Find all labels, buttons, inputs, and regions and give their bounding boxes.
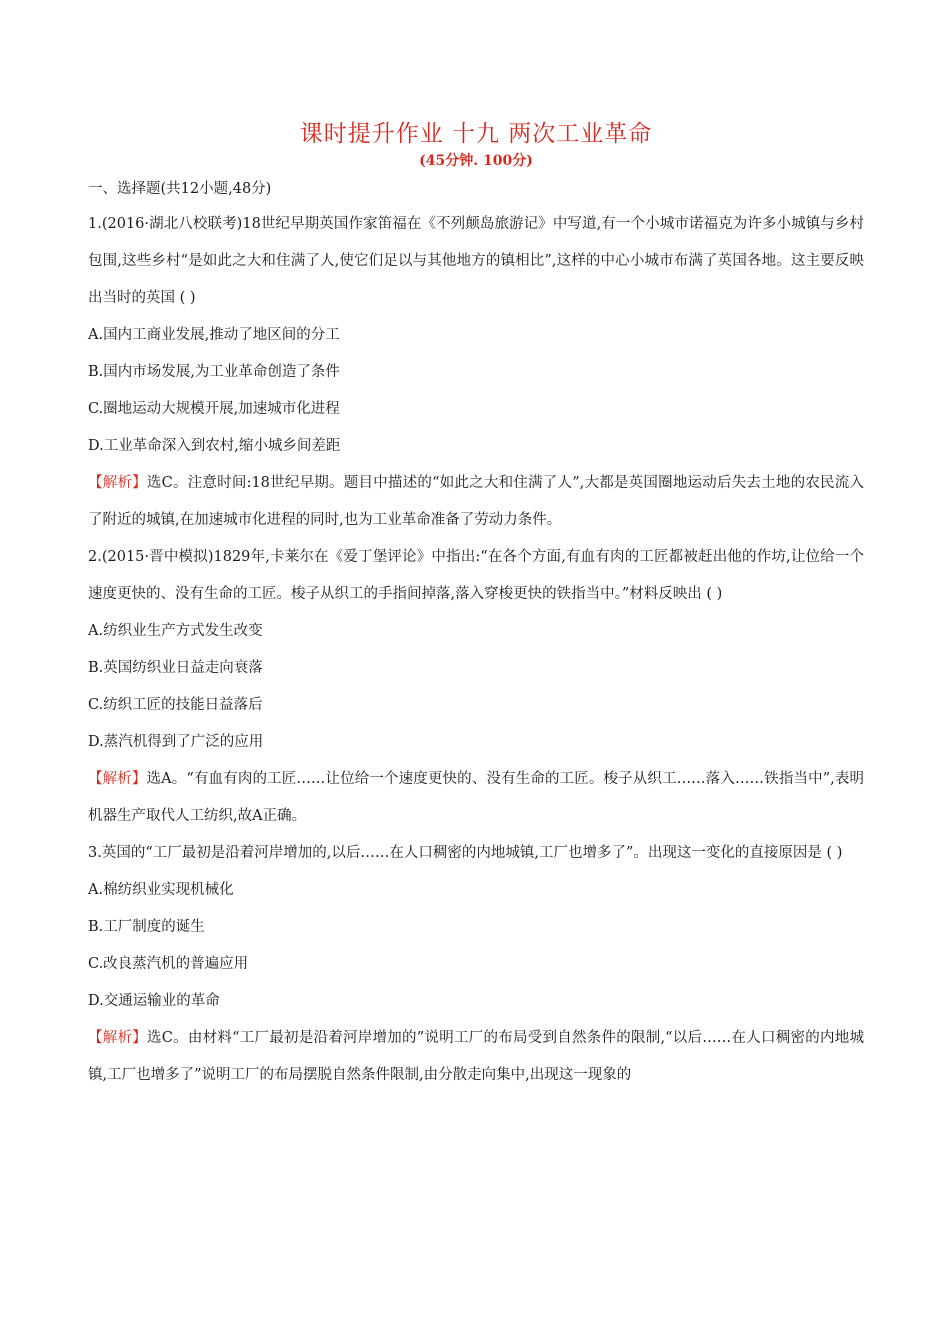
document-page xyxy=(88,118,864,1094)
section-heading: 一、选择题(共12小题,48分) xyxy=(88,181,272,197)
analysis-tag: 【解析】 xyxy=(88,1030,148,1046)
option-d: D.蒸汽机得到了广泛的应用 xyxy=(88,734,264,750)
analysis-text: 选A。“有血有肉的工匠……让位给一个速度更快的、没有生命的工匠。梭子从织工……落入……铁指当中”,表明机器生产取代人工纺织,故A正确。 xyxy=(88,771,864,824)
analysis xyxy=(88,465,864,539)
question-stem: 1.(2016·湖北八校联考)18世纪早期英国作家笛福在《不列颠岛旅游记》中写道,有一个小城市诺福克为许多小城镇与乡村包围,这些乡村“是如此之大和住满了人,使它们足以与其他地方的镇相比”,这样的中心小城市布满了英国各地。这主要反映出当时的英国 ( ) xyxy=(88,216,864,306)
option-b: B.英国纺织业日益走向衰落 xyxy=(88,660,263,676)
option-d: D.交通运输业的革命 xyxy=(88,993,220,1009)
option-c: C.纺织工匠的技能日益落后 xyxy=(88,697,263,713)
analysis-text: 选C。由材料“工厂最初是沿着河岸增加的”说明工厂的布局受到自然条件的限制,“以后……在人口稠密的内地城镇,工厂也增多了”说明工厂的布局摆脱自然条件限制,由分散走向集中,出现这一现象的 xyxy=(88,1030,864,1083)
option-a: A.国内工商业发展,推动了地区间的分工 xyxy=(88,327,340,343)
analysis xyxy=(88,1020,864,1094)
page-title: 课时提升作业 十九 两次工业革命 xyxy=(299,121,653,147)
option-d: D.工业革命深入到农村,缩小城乡间差距 xyxy=(88,438,341,454)
option-a: A.棉纺织业实现机械化 xyxy=(88,882,234,898)
analysis xyxy=(88,761,864,835)
option-c: C.改良蒸汽机的普遍应用 xyxy=(88,956,249,972)
analysis-text: 选C。注意时间:18世纪早期。题目中描述的“如此之大和住满了人”,大都是英国圈地运动后失去土地的农民流入了附近的城镇,在加速城市化进程的同时,也为工业革命准备了劳动力条件。 xyxy=(88,475,864,528)
question-3 xyxy=(88,835,864,1094)
option-c: C.圈地运动大规模开展,加速城市化进程 xyxy=(88,401,340,417)
page-subtitle: (45分钟. 100分) xyxy=(419,153,533,169)
question-1 xyxy=(88,206,864,539)
option-a: A.纺织业生产方式发生改变 xyxy=(88,623,263,639)
question-stem: 2.(2015·晋中模拟)1829年,卡莱尔在《爱丁堡评论》中指出:“在各个方面,有血有肉的工匠都被赶出他的作坊,让位给一个速度更快的、没有生命的工匠。梭子从织工的手指间掉落,落入穿梭更快的铁指当中。”材料反映出 ( ) xyxy=(88,549,864,602)
analysis-tag: 【解析】 xyxy=(88,475,147,491)
analysis-tag: 【解析】 xyxy=(88,771,147,787)
question-2 xyxy=(88,539,864,835)
option-b: B.国内市场发展,为工业革命创造了条件 xyxy=(88,364,340,380)
question-stem: 3.英国的“工厂最初是沿着河岸增加的,以后……在人口稠密的内地城镇,工厂也增多了”。出现这一变化的直接原因是 ( ) xyxy=(88,845,843,861)
option-b: B.工厂制度的诞生 xyxy=(88,919,205,935)
